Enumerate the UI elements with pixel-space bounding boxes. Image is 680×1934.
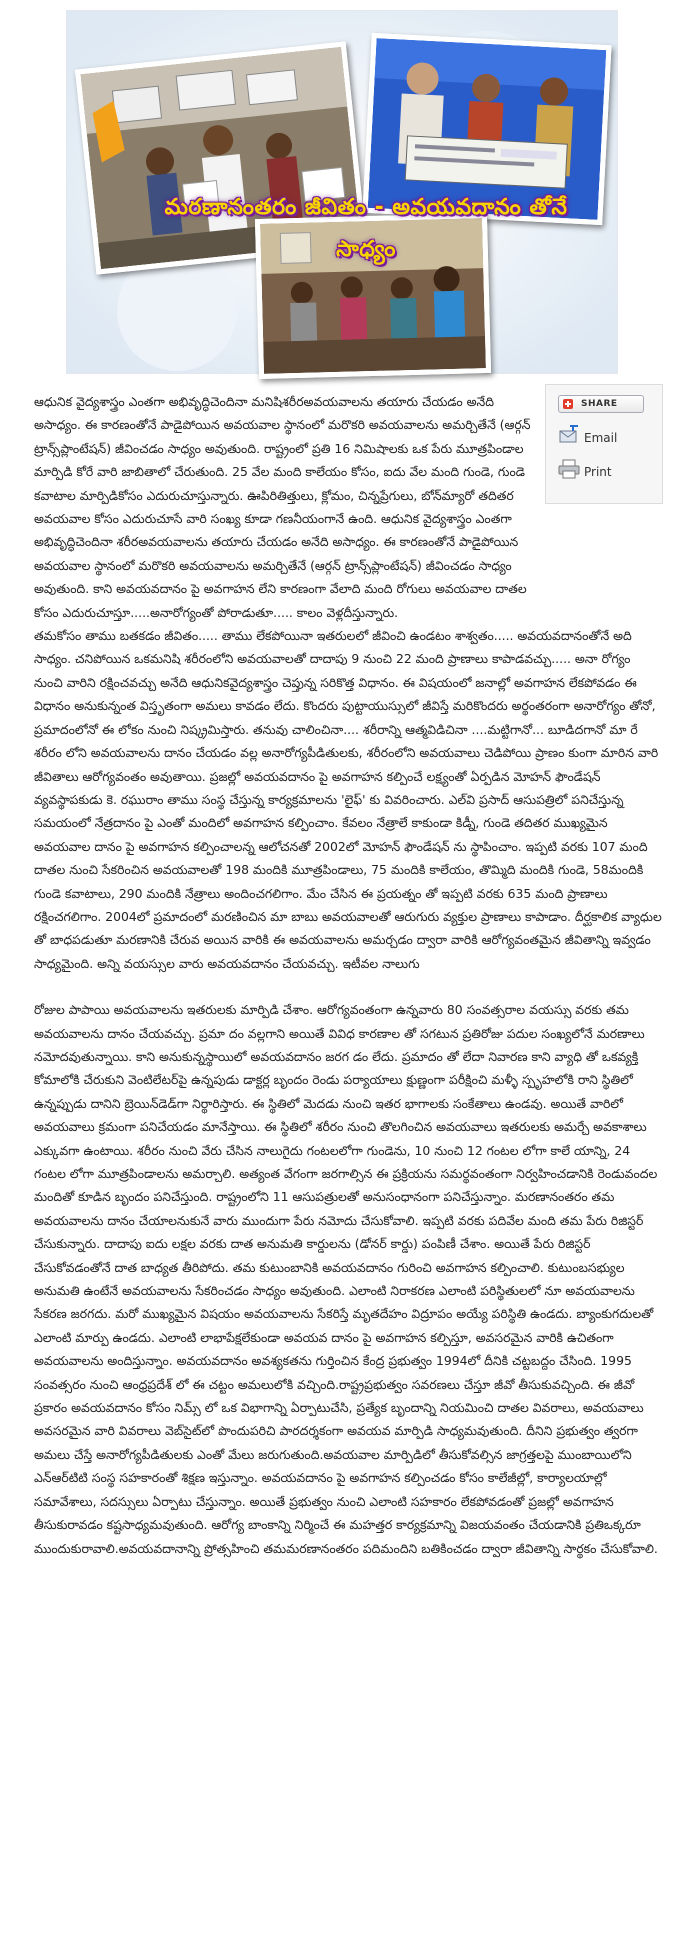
article-body [34, 390, 662, 1560]
banner-title: మరణానంతరం జీవితం - అవయవదానం తోనే సాధ్యం [164, 195, 568, 262]
article-paragraph: తమకోసం తాము బతకడం జీవితం..... తాము లేకపోయినా ఇతరులలో జీవించి ఉండటం శాశ్వతం..... అవయవదానంతోనే అది సాధ్యం. చనిపోయిన ఒకమనిషి శరీరంలోని అవయవాలతో దాదాపు 9 నుంచి 22 మంది ప్రాణాలు కాపాడవచ్చు..... అనా రోగ్యం నుంచి వారిని రక్షించవచ్చు అనేది ఆధునికవైద్యశాస్త్రం చెప్తున్న సరికొత్త విధానం. ఈ విషయంలో జనాల్లో అవగాహన లేకపోవడం ఈ విధానం అనుకున్నంత విస్తృతంగా అమలు కావడం లేదు. కొందరు పుట్టాయుస్సులో జీవిస్తే మరికొందరు అర్థంతరంగా అనారోగ్యం తోనో, ప్రమాదంలోనో ఈ లోకం నుంచి నిష్క్రమిస్తారు. తనువు చాలించినా.... శరీరాన్ని ఆత్మవిడిచినా ....మట్టిగానో... బూడిదగానో మా రే శరీరం లోని అవయవాలను దానం చేయడం వల్ల అనారోగ్యపీడితులకు, శరీరంలోని అవయవాలు చెడిపోయి ప్రాణం కుంగా మారిన వారి జీవితాలు ఆరోగ్యవంతం అవుతాయి. ప్రజల్లో అవయవదానం పై అవగాహన కల్పించే లక్ష్యంతో ఏర్పడిన మోహన్ ఫౌండేషన్ వ్యవస్థాపకుడు కె. రఘురాం తాము సంస్థ చేస్తున్న కార్యక్రమాలను 'లైఫ్' కు వివరించారు. ఎల్‌వి ప్రసాద్ ఆసుపత్రిలో పనిచేస్తున్న సమయంలో నేత్రదానం పై ఎంతో మందిలో అవగాహన కల్పించాం. కేవలం నేత్రాలే కాకుండా కిడ్నీ, గుండె తదితర ముఖ్యమైన అవయవాల దానం పై అవగాహన కల్పించాలన్న ఆలోచనతో 2002లో మోహన్ ఫౌండేషన్ ను స్థాపించాం. ఇప్పటి వరకు 107 మంది దాతల నుంచి సేకరించిన అవయవాలతో 198 మందికి మూత్రపిండాలు, 75 మందికి కాలేయం, తొమ్మిది మందికి గుండె, 58మందికి గుండె కవాటాలు, 290 మందికి నేత్రాలు అందించగలిగాం. మేం చేసిన ఈ ప్రయత్నం తో ఇప్పటి వరకు 635 మంది ప్రాణాలు రక్షించగలిగాం. 2004లో ప్రమాదంలో మరణించిన మా బాబు అవయవాలతో ఆరుగురు వ్యక్తుల ప్రాణాలు కాపాడాం. దీర్ఘకాలిక వ్యాధుల తో బాధపడుతూ మరణానికి చేరువ అయిన వారికి ఈ అవయవాలను అమర్చడం ద్వారా వారికి ఆరోగ్యవంతమైన జీవితాన్ని ఇవ్వడం సాధ్యమైంది. అన్ని వయస్సుల వారు అవయవదానం చేయవచ్చు. ఇటీవల నాలుగు [34, 628, 662, 971]
hero-image [66, 10, 618, 374]
email-label: Email [584, 431, 618, 445]
article-paragraph: రోజుల పాపాయి అవయవాలను ఇతరులకు మార్పిడి చేశాం. ఆరోగ్యవంతంగా ఉన్నవారు 80 సంవత్సరాల వయస్సు వరకు తమ అవయవాలను దానం చేయవచ్చు. ప్రమా దం వల్లగాని అయితే వివిధ కారణాల తో సగటున ప్రతిరోజు పదుల సంఖ్యలోనే మరణాలు నమోదవుతున్నాయి. కాని అనుకున్నస్థాయిలో అవయవదానం జరగ డం లేదు. ప్రమాదం తో లేదా నివారణ కాని వ్యాధి తో ఒకవ్యక్తి కోమాలోకి చేరుకుని వెంటిలేటర్‌పై ఉన్నపుడు డాక్టర్ల బృందం రెండు పర్యాయాలు క్షుణ్ణంగా పరీక్షించి మళ్ళీ స్పృహలోకి రాని స్థితిలో ఉన్నప్పుడు దానిని బ్రెయిన్‌డెడ్‌గా నిర్థారిస్తారు. ఈ స్థితిలో మెదడు నుంచి ఇతర భాగాలకు సంకేతాలు ఉండవు. అయితే వారిలో అవయవాలు క్రమంగా పనిచేయడం మానేస్తాయి. ఈ స్థితిలో శరీరం నుంచి తొలగించిన అవయవాలు ఇతరులకు అమర్చే అవకాశాలు ఎక్కువగా ఉంటాయి. శరీరం నుంచి వేరు చేసిన నాలుగైదు గంటలలోగా గుండెను, 10 నుంచి 12 గంటల లోగా కాలే యాన్ని, 24 గంటల లోగా మూత్రపిండాలను అమర్చాలి. అత్యంత వేగంగా జరగాల్సిన ఈ ప్రక్రియను సమర్థవంతంగా నిర్వహించడానికి రెండువందల మందితో కూడిన బృందం పనిచేస్తుంది. రాష్ట్రంలోని 11 ఆసుపత్రులతో అనుసంధానంగా పనిచేస్తున్నాం. మరణానంతరం తమ అవయవాలను దానం చేయాలనుకునే వారు ముందుగా పేరు నమోదు చేసుకోవాలి. ఇప్పటి వరకు పదివేల మంది తమ పేరు రిజిస్టర్ చేసుకున్నారు. దాదాపు ఐదు లక్షల వరకు దాత అనుమతి కార్డులను (డోనర్ కార్డు) పంపిణీ చేశాం. అయితే పేరు రిజిస్టర్ చేసుకోవడంతోనే దాత బాధ్యత తీరిపోదు. తమ కుటుంబానికి అవయవదానం గురించి అవగాహన కల్పించాలి. కుటుంబసభ్యుల అనుమతి ఉంటేనే అవయవాలను సేకరించడం సాధ్యం అవుతుంది. ఎలాంటి నిరాకరణ ఎలాంటి పరిస్థితులలో నూ అవయవాలను సేకరణ జరగదు. మరో ముఖ్యమైన విషయం అవయవాలను సేకరిస్తే మృతదేహం విద్రూపం అయ్యే పరిస్థితి ఉండదు. బ్యాంకుగదులతో ఎలాంటి మార్పు ఉండదు. ఎలాంటి లాభాపేక్షలేకుండా అవయవ దానం పై అవగాహన కల్పిస్తూ, అవసరమైన వారికి ఉచితంగా అవయవాలను అందిస్తున్నాం. అవయవదానం అవశ్యకతను గుర్తించిన కేంద్ర ప్రభుత్వం 1994లో దీనికి చట్టబద్దం చేసింది. 1995 సంవత్సరం నుంచి ఆంధ్రప్రదేశ్ లో ఈ చట్టం అమలులోకి వచ్చింది.రాష్ట్రప్రభుత్వం సవరణలు చేస్తూ జీవో తీసుకువచ్చింది. ఈ జీవో ప్రకారం అవయవదానం కోసం నిమ్స్ లో ఒక విభాగాన్ని ఏర్పాటుచేసి, ప్రత్యేక బృందాన్ని నియమించి దాతల వివరాలు, అవయవాలు అవసరమైన వారి వివరాలు వెబ్‌సైట్‌లో పొందుపరిచి పారదర్శకంగా అవయవ మార్పిడి సాధ్యమవుతుంది. దీనిని ప్రభుత్వం త్వరగా అమలు చేస్తే అనారోగ్యపీడితులకు ఎంతో మేలు జరుగుతుంది.అవయవాల మార్పిడిలో తీసుకోవల్సిన జాగ్రత్తలపై ముంబాయిలోని ఎన్‌ఆర్‌టిటి సంస్థ సహకారంతో శిక్షణ ఇస్తున్నాం. అవయవదానం పై అవగాహన కల్పించడం కోసం కాలేజీల్లో, కార్యాలయాల్లో సమావేశాలు, సదస్సులు ఏర్పాటు చేస్తున్నాం. అయితే ప్రభుత్వం నుంచి ఎలాంటి సహకారం లేకపోవడంతో ప్రజల్లో అవగాహన తీసుకురావడం కష్టసాధ్యమవుతుంది. ఆరోగ్య బాంకాన్ని నిర్మించే ఈ మహత్తర కార్యక్రమాన్ని విజయవంతం చేయడానికి ప్రతిఒక్కరూ ముందుకురావాలి.అవయవదానాన్ని ప్రోత్సహించి తమమరణానంతరం పదిమందిని బతికించడం ద్వారా జీవితాన్ని సార్థకం చేసుకోవాలి. [34, 1002, 658, 1556]
print-label: Print [584, 465, 612, 479]
article-paragraph: ఆధునిక వైద్యశాస్త్రం ఎంతగా అభివృద్ధిచెందినా మనిషిశరీరఅవయవాలను తయారు చేయడం అనేది అసాధ్యం. ఈ కారణంతోనే పాడైపోయిన అవయవాల స్థానంలో మరొకరి అవయవాలను అమర్చితేనే (ఆర్గన్ ట్రాన్స్‌ప్లాంటేషన్) జీవించడం సాధ్యం అవుతుంది. రాష్ట్రంలో ప్రతి 16 నిమిషాలకు ఒక పేరు మూత్రపిండాల మార్పిడి కోరే వారి జాబితాలో చేరుతుంది. 25 వేల మంది కాలేయం కోసం, ఐదు వేల మంది గుండె, గుండె కవాటాల మార్పిడికోసం ఎదురుచూస్తున్నారు. ఊపిరితిత్తులు, క్లోమం, చిన్నప్రేగులు, బోన్‌మ్యారో తదితర అవయవాల కోసం ఎదురుచూసే వారి సంఖ్య కూడా గణనీయంగానే ఉంది. ఆధునిక వైద్యశాస్త్రం ఎంతగా అభివృద్ధిచెందినా శరీరఅవయవాలను తయారు చేయడం అనేది అసాధ్యం. ఈ కారణంతోనే పాడైపోయిన అవయవాల స్థానంలో మరొకరి అవయవాలను అమర్చితేనే (ఆర్గన్ ట్రాన్స్‌ప్లాంటేషన్) జీవించడం సాధ్యం అవుతుంది. కాని అవయవదానం పై అవగాహన లేని కారణంగా వేలాది మంది రోగులు అవయవాల దాతల కోసం ఎదురుచూస్తూ.....అనారోగ్యంతో పోరాడుతూ..... కాలం వెళ్లదీస్తున్నారు. [34, 394, 531, 620]
share-label: SHARE [581, 399, 618, 409]
